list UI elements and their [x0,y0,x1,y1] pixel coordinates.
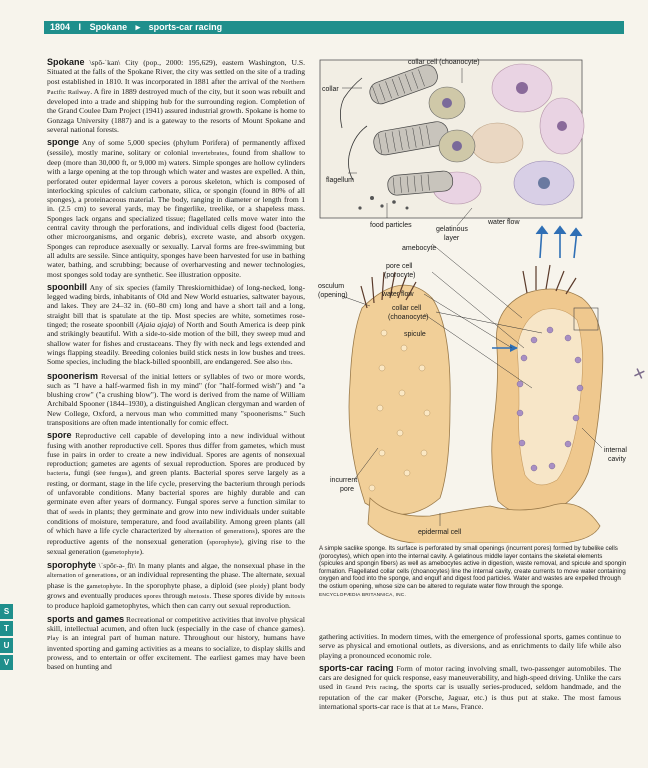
entry-text: , found from shallow to deep (more than 30,000 ft, or 9,000 m) waters. Simple sponges are hollow cylinders with a large opening at the top through which water and wastes are expelled. A thin, perforated outer epidermal layer covers a porous skeleton, which is composed of interlocking spicules of calcium carbonate, silica, or spongin (found in 80% of all sponges), a proteinaceous material. The body, ranging in diameter or length from 1 in. (2.5 cm) to several yards, may be fingerlike, treelike, or a shapeless mass. Sponges lack organs and specialized tissue; flagellated cells move water into the central cavity through the perforations, and individual cells digest food (bacteria, other microorganisms, and organic debris), excrete waste, and absorb oxygen. Sponges can reproduce asexually or sexually. Larval forms are free-swimming but all adults are sessile. Since antiquity, sponges have been harvested for use in bathing water, bathing, and scrubbing; because of overharvesting and newer technologies, most sponges sold today are synthetic. See illustration opposite. [47,147,305,279]
label-porocyte: (porocyte) [384,272,416,279]
page-number: 1804 [50,22,71,32]
headword: sports-car racing [319,662,394,673]
header-separator: I [78,22,82,32]
cross-reference[interactable]: spores [143,593,161,601]
entry-sports-car-racing [319,664,621,712]
entry-text: Any of some 5,000 species (phylum Porifera) of permanently affixed (sessile), mostly marine, solitary or colonial [47,138,305,157]
label-opening: (opening) [318,292,348,299]
headword: spoonerism [47,370,99,381]
cross-reference[interactable]: gametophyte [86,582,122,590]
label-gelatinous: gelatinous [436,226,468,233]
cross-reference[interactable]: fungus [109,470,128,478]
entry-text: . In the sporophyte phase, a diploid (see [121,580,250,590]
cross-reference[interactable]: Le Mans [433,704,457,712]
entry-spore [47,431,305,557]
entry-text: in plants; they germinate and grow into new individuals under suitable conditions of moisture, temperature, and food availability. Among green plants (all of which have a life cycle characterized by [47,506,305,536]
entry-text: \ˈspōr-ə-ˌfīt\ In many plants and algae, the nonsexual phase in the [96,561,305,571]
label-flagellum: flagellum [326,177,355,184]
entry-text: \spō-ˈkan\ City (pop., 2000: 195,629), eastern Washington, U.S. Situated at the falls of the Spokane River, the city was settled on the site of a trading post established in 1810. It was incorporated in 1881 after the arrival of the [47,58,305,86]
cross-reference[interactable]: meiosis [188,593,210,601]
label-choanocyte-mid: (choanocyte) [388,314,429,321]
label-epidermal-cell: epidermal cell [418,529,462,536]
entry-text: Any of six species (family Threskiornithidae) of long-necked, long-legged wading birds, inhabitants of Old and New World estuaries, saltwater bayous, and lakes. They are 24–32 in. (60–80 cm) long and have a short tail and a long, straight bill that is spatulate at the tip. Most species are white, sometimes rose-tinged; the roseate spoonbill ( [47,282,305,330]
entry-text: is an integral part of human nature. Throughout our history, humans have invented sporting and gaming activities as a means to socialize, to display skills and prowess, and to entertain or offer excitement. The earliest games may have been based on hunting and [47,633,305,672]
entry-text: gathering activities. In modern times, with the emergence of professional sports, games continue to serve as physical and emotional outlets, as diversions, and as enrichments to daily life while also playing a pronounced economic role. [319,632,621,660]
entry-text: ), giving rise to the sexual generation ( [47,536,305,556]
cross-reference[interactable]: Grand Prix racing [345,684,397,692]
entry-text: Reversal of the initial letters or syllables of two or more words, such as "I have a half-warmed fish in my mind" (for "half-formed wish") and "a blushing crow" ("a crushing blow"). The word is derived from the name of William Archibald Spooner (1844–1930), a distinguished Anglican clergyman and warden of New College, Oxford, a nervous man who committed many "spoonerisms." Such transpositions are often made intentionally for comic effect. [47,371,305,427]
label-water-flow-top: water flow [488,219,520,226]
entry-text: . These spores divide by [209,591,286,601]
entry-text: to produce haploid gametophytes, which then can carry out sexual reproduction. [47,601,291,611]
cross-reference[interactable]: Play [47,635,59,643]
header-arrow-icon: ▸ [135,22,141,32]
cross-reference[interactable]: ibis [280,359,291,367]
cross-section-sponge [492,226,603,515]
headword: spoonbill [47,281,87,292]
entry-text: Recreational or competitive activities that involve physical skill, intellectual acumen, and often luck (especially in the case of chance games). [47,614,306,633]
label-gelatinous-layer: layer [444,235,460,242]
label-osculum: osculum [318,283,345,290]
thumb-tab-v[interactable]: V [0,655,13,670]
right-column [319,632,621,716]
entry-text: , France. [456,702,484,712]
label-pore-cell: pore cell [386,263,413,270]
cross-reference[interactable]: gametophyte [104,548,140,556]
entry-spoonbill [47,283,305,368]
water-flow-arrows [536,226,582,236]
label-pore: pore [340,486,355,493]
cross-reference[interactable]: alternation of generations [47,572,117,580]
entry-text: ), and green plants. Bacterial spores serve largely as a resting, or dormant, stage in the life cycle, preserving the bacterium through periods of unfavorable conditions. Many bacterial spores are highly durable and can germinate even after years of dormancy. Fungal spores serve a function similar to that of [47,468,305,516]
label-water-flow-mid: water flow [382,291,414,298]
header-title: Spokane [89,22,128,32]
label-collar: collar [322,86,339,93]
entry-text: Form of motor racing involving small, two-passenger automobiles. The cars are designed for quick response, easy maneuverability, and high-speed driving. Unlike the cars used in [319,663,621,692]
cross-reference[interactable]: ploidy [249,582,267,590]
headword: Spokane [47,57,85,67]
margin-pen-mark: ✕ [630,363,648,385]
cross-reference[interactable]: bacteria [47,470,69,478]
entry-sports-and-games-continued [319,632,621,660]
cross-reference[interactable]: sporophyte [209,538,240,546]
entry-text: . A fire in 1889 destroyed much of the city, but it soon was rebuilt and developed into a trade and shipping hub for the surrounding region. Completion of the Grand Coulee Dam Project (1941) assured industrial growth. Spokane is home to Gonzaga University (1887) and is a gateway to the resorts of Mount Spokane and several national forests. [47,86,305,135]
left-column [47,58,305,675]
label-collar-cell-mid: collar cell [392,305,422,312]
cross-reference[interactable]: seeds [69,508,85,516]
headword: sponge [47,137,80,148]
label-spicule: spicule [404,331,426,338]
entry-text: ) of North and South America is deep pink and strikingly beautiful. With a side-to-side motion of the bill, they sweep mud and shallow water for fishes and crustaceans. They fly with neck and legs extended and wings flapping steadily. Breeding colonies build stick nests in low bushes and trees. Some species, including the black-billed spoonbill, are endangered. See also [47,320,305,367]
label-cavity: cavity [608,456,626,463]
header-topic: sports-car racing [148,22,223,32]
entry-text: Reproductive cell capable of developing into a new individual without fusing with another reproductive cell. Spores thus differ from gametes, which must fuse in pairs in order to create a new individual. Spores are agents of nonsexual reproduction; gametes are agents of sexual reproduction. Spores are produced by [47,431,305,469]
thumb-index-tabs [0,604,13,672]
headword: spore [47,430,72,441]
label-amebocyte: amebocyte [402,245,437,252]
thumb-tab-u[interactable]: U [0,638,13,653]
thumb-tab-t[interactable]: T [0,621,13,636]
label-food-particles: food particles [370,222,412,229]
cross-reference[interactable]: mitosis [285,593,305,601]
cross-reference[interactable]: alternation of generations [184,528,255,536]
caption-text: A simple saclike sponge. Its surface is perforated by small openings (incurrent pores) formed by tubelike cells (porocytes), which open into the internal cavity. A gelatinous middle layer contains the skeletal elements (spicules and spongin fibers) as well as amebocytes active in digestion, waste removal, and spicule and spongin formation. Flagellated collar cells (choanocytes) line the internal cavity, create currents to move water containing oxygen and food into the sponge, and engulf and digest food particles. Water and wastes are expelled through the ostium opening, whose size can be altered to regulate water flow through the sponge. [319,545,627,590]
label-internal: internal [604,447,627,454]
entry-text: , fungi (see [68,468,110,478]
cross-reference[interactable]: Northern Pacific Railway [47,78,305,96]
thumb-tab-s[interactable]: S [0,604,13,619]
entry-sports-and-games [47,615,305,672]
entry-sporophyte [47,561,305,610]
caption-credit: ENCYCLOPÆDIA BRITANNICA, INC. [319,592,407,598]
running-header [44,21,624,34]
sponge-illustration [312,48,634,543]
label-incurrent: incurrent [330,477,358,484]
entry-spoonerism [47,372,305,428]
entry-text: ). [139,546,144,556]
entry-text: ), spores are the reproductive agents of the nonsexual generation ( [47,526,305,546]
entry-text: . [290,357,293,367]
entry-text: , or an individual representing the phase. The alternate, sexual phase is the [47,570,305,590]
headword: sports and games [47,613,125,624]
entry-text: through [161,591,189,601]
entry-text: ) plant body grows and eventually produces [47,580,305,601]
figure-caption [319,545,627,599]
entry-text: , the sports car is usually series-produced, seldom handmade, and the reputation of the car maker (Porsche, Jaguar, etc.) is thus put at stake. The most famous international sports-car race is that at [319,682,622,712]
entry-spokane [47,58,305,134]
entry-sponge [47,138,305,278]
species-name: Ajaia ajaja [138,320,174,330]
cross-reference[interactable]: invertebrates [191,149,228,157]
label-collar-cell-top: collar cell (choanocyte) [408,59,480,66]
headword: sporophyte [47,560,97,571]
